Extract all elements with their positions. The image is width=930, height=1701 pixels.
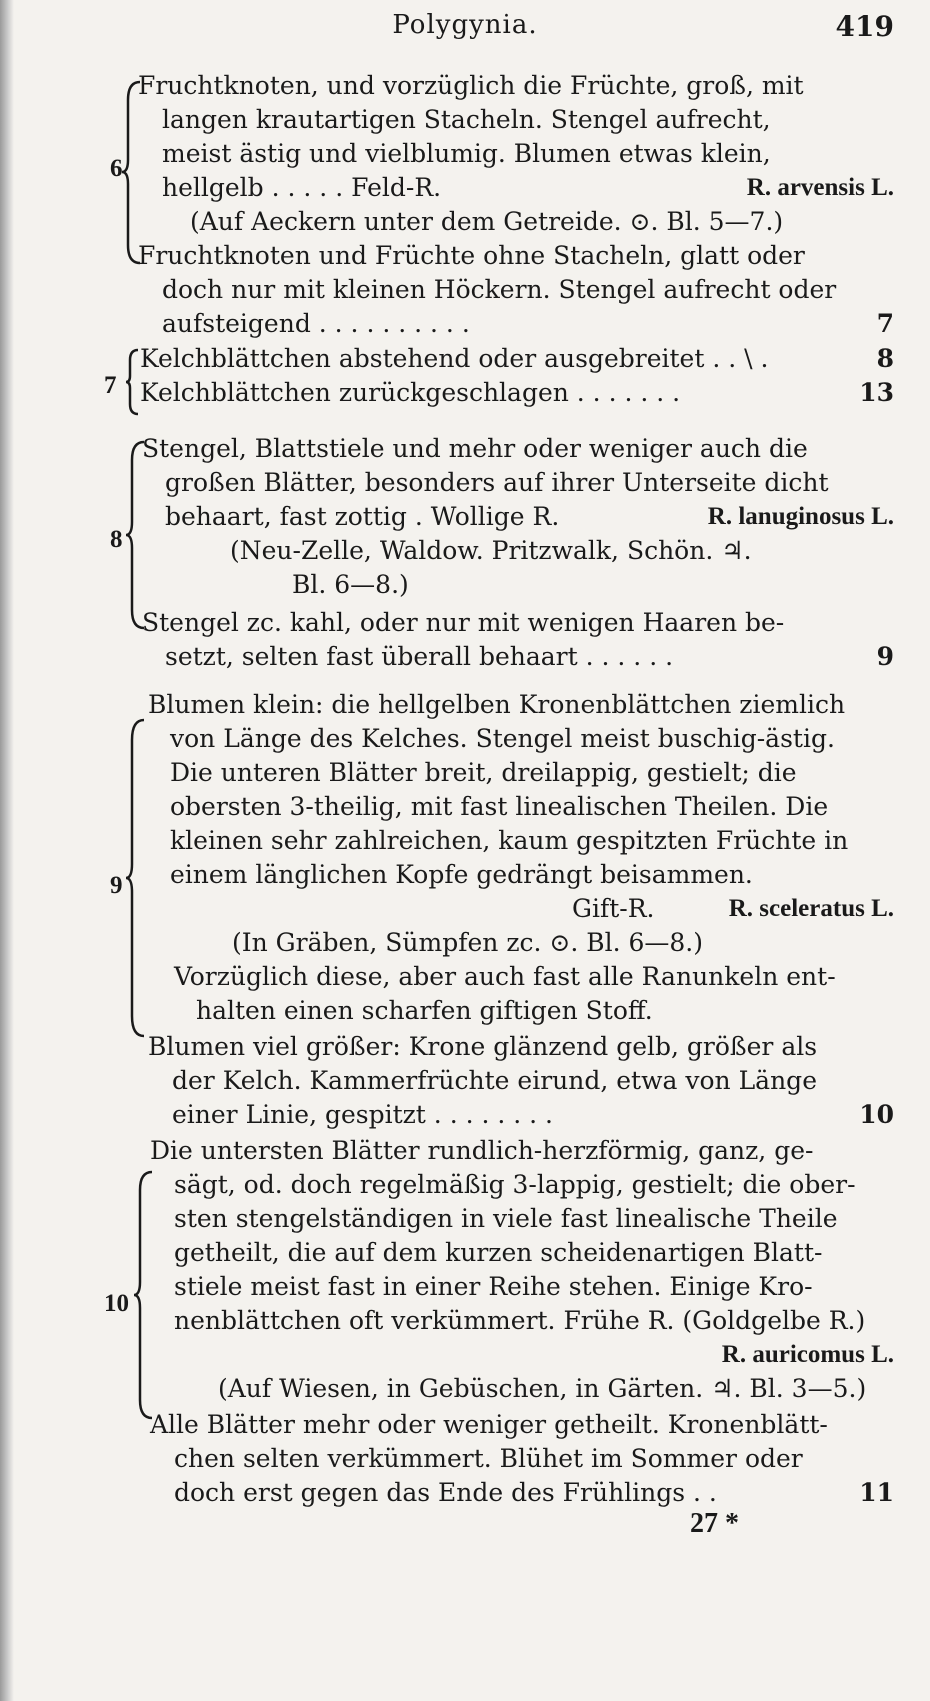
running-header-title: Polygynia.	[392, 10, 538, 40]
couplet-9a-extra-2: halten einen scharfen giftigen Stoff.	[196, 996, 653, 1025]
couplet-9a-line-2: von Länge des Kelches. Stengel meist buschig-ästig.	[170, 724, 835, 753]
couplet-number-8: 8	[110, 526, 123, 553]
couplet-6a-line-4: hellgelb . . . . . Feld-R.	[162, 173, 442, 202]
couplet-8b-lead: 9	[876, 642, 894, 671]
species-r-sceleratus: R. sceleratus L.	[728, 895, 894, 922]
couplet-8b-line-1: Stengel zc. kahl, oder nur mit wenigen Haaren be-	[142, 608, 785, 637]
couplet-10b-line-2: chen selten verkümmert. Blühet im Sommer oder	[174, 1444, 803, 1473]
couplet-6b-lead: 7	[876, 309, 894, 338]
signature-mark: 27 *	[690, 1508, 739, 1539]
couplet-9a-line-6: einem länglichen Kopfe gedrängt beisammen.	[170, 860, 753, 889]
couplet-number-9: 9	[110, 872, 123, 899]
couplet-6a-line-3: meist ästig und vielblumig. Blumen etwas klein,	[162, 139, 771, 168]
page-edge-shadow	[0, 0, 14, 1701]
couplet-7a-line: Kelchblättchen abstehend oder ausgebreitet . . \ .	[140, 344, 769, 373]
brace-icon	[124, 440, 148, 630]
couplet-9b-lead: 10	[859, 1100, 894, 1129]
couplet-10a-line-5: stiele meist fast in einer Reihe stehen. Einige Kro-	[174, 1272, 813, 1301]
couplet-10a-line-1: Die untersten Blätter rundlich-herzförmig, ganz, ge-	[150, 1136, 814, 1165]
brace-icon	[132, 1170, 156, 1420]
couplet-7b-lead: 13	[859, 378, 894, 407]
couplet-9a-common-name: Gift-R.	[572, 894, 655, 923]
couplet-10a-line-2: sägt, od. doch regelmäßig 3-lappig, gestielt; die ober-	[174, 1170, 856, 1199]
couplet-8a-line-3: behaart, fast zottig . Wollige R.	[165, 502, 560, 531]
brace-icon	[124, 718, 148, 1038]
couplet-7b-line: Kelchblättchen zurückgeschlagen . . . . . . .	[140, 378, 681, 407]
couplet-9a-line-5: kleinen sehr zahlreichen, kaum gespitzten Früchte in	[170, 826, 849, 855]
couplet-10a-line-4: getheilt, die auf dem kurzen scheidenartigen Blatt-	[174, 1238, 823, 1267]
couplet-6a-line-1: Fruchtknoten, und vorzüglich die Früchte, groß, mit	[138, 71, 804, 100]
couplet-10a-line-6: nenblättchen oft verkümmert. Frühe R. (Goldgelbe R.)	[174, 1306, 866, 1335]
couplet-7a-lead: 8	[876, 344, 894, 373]
couplet-6b-line-1: Fruchtknoten und Früchte ohne Stacheln, glatt oder	[138, 241, 805, 270]
page-number: 419	[835, 10, 894, 43]
species-r-auricomus: R. auricomus L.	[721, 1341, 894, 1368]
couplet-9a-line-4: obersten 3-theilig, mit fast linealischen Theilen. Die	[170, 792, 829, 821]
couplet-9b-line-2: der Kelch. Kammerfrüchte eirund, etwa von Länge	[172, 1066, 817, 1095]
couplet-6a-note: (Auf Aeckern unter dem Getreide. ⊙. Bl. 5—7.)	[190, 207, 784, 236]
couplet-6a-line-2: langen krautartigen Stacheln. Stengel aufrecht,	[162, 105, 771, 134]
couplet-number-6: 6	[110, 155, 123, 182]
couplet-9a-line-1: Blumen klein: die hellgelben Kronenblättchen ziemlich	[148, 690, 846, 719]
couplet-10a-line-3: sten stengelständigen in viele fast linealische Theile	[174, 1204, 838, 1233]
couplet-8a-note-1: (Neu-Zelle, Waldow. Pritzwalk, Schön. ♃.	[230, 536, 752, 565]
couplet-number-10: 10	[104, 1290, 129, 1317]
couplet-6b-line-2: doch nur mit kleinen Höckern. Stengel aufrecht oder	[162, 275, 837, 304]
couplet-10b-line-1: Alle Blätter mehr oder weniger getheilt. Kronenblätt-	[150, 1410, 828, 1439]
couplet-10b-line-3: doch erst gegen das Ende des Frühlings . .	[174, 1478, 717, 1507]
couplet-8a-line-1: Stengel, Blattstiele und mehr oder weniger auch die	[142, 434, 808, 463]
couplet-9a-extra-1: Vorzüglich diese, aber auch fast alle Ranunkeln ent-	[174, 962, 836, 991]
couplet-9b-line-3: einer Linie, gespitzt . . . . . . . .	[172, 1100, 554, 1129]
couplet-8a-line-2: großen Blätter, besonders auf ihrer Unterseite dicht	[165, 468, 829, 497]
couplet-9a-line-3: Die unteren Blätter breit, dreilappig, gestielt; die	[170, 758, 797, 787]
couplet-8b-line-2: setzt, selten fast überall behaart . . . . . .	[165, 642, 674, 671]
couplet-9b-line-1: Blumen viel größer: Krone glänzend gelb, größer als	[148, 1032, 818, 1061]
species-r-arvensis: R. arvensis L.	[746, 174, 894, 201]
couplet-9a-note: (In Gräben, Sümpfen zc. ⊙. Bl. 6—8.)	[232, 928, 704, 957]
couplet-8a-note-2: Bl. 6—8.)	[292, 570, 409, 599]
brace-icon	[120, 80, 144, 265]
species-r-lanuginosus: R. lanuginosus L.	[707, 503, 894, 530]
couplet-6b-line-3: aufsteigend . . . . . . . . . .	[162, 309, 470, 338]
couplet-number-7: 7	[104, 372, 117, 399]
couplet-10a-note: (Auf Wiesen, in Gebüschen, in Gärten. ♃. Bl. 3—5.)	[218, 1374, 867, 1403]
couplet-10b-lead: 11	[859, 1478, 894, 1507]
